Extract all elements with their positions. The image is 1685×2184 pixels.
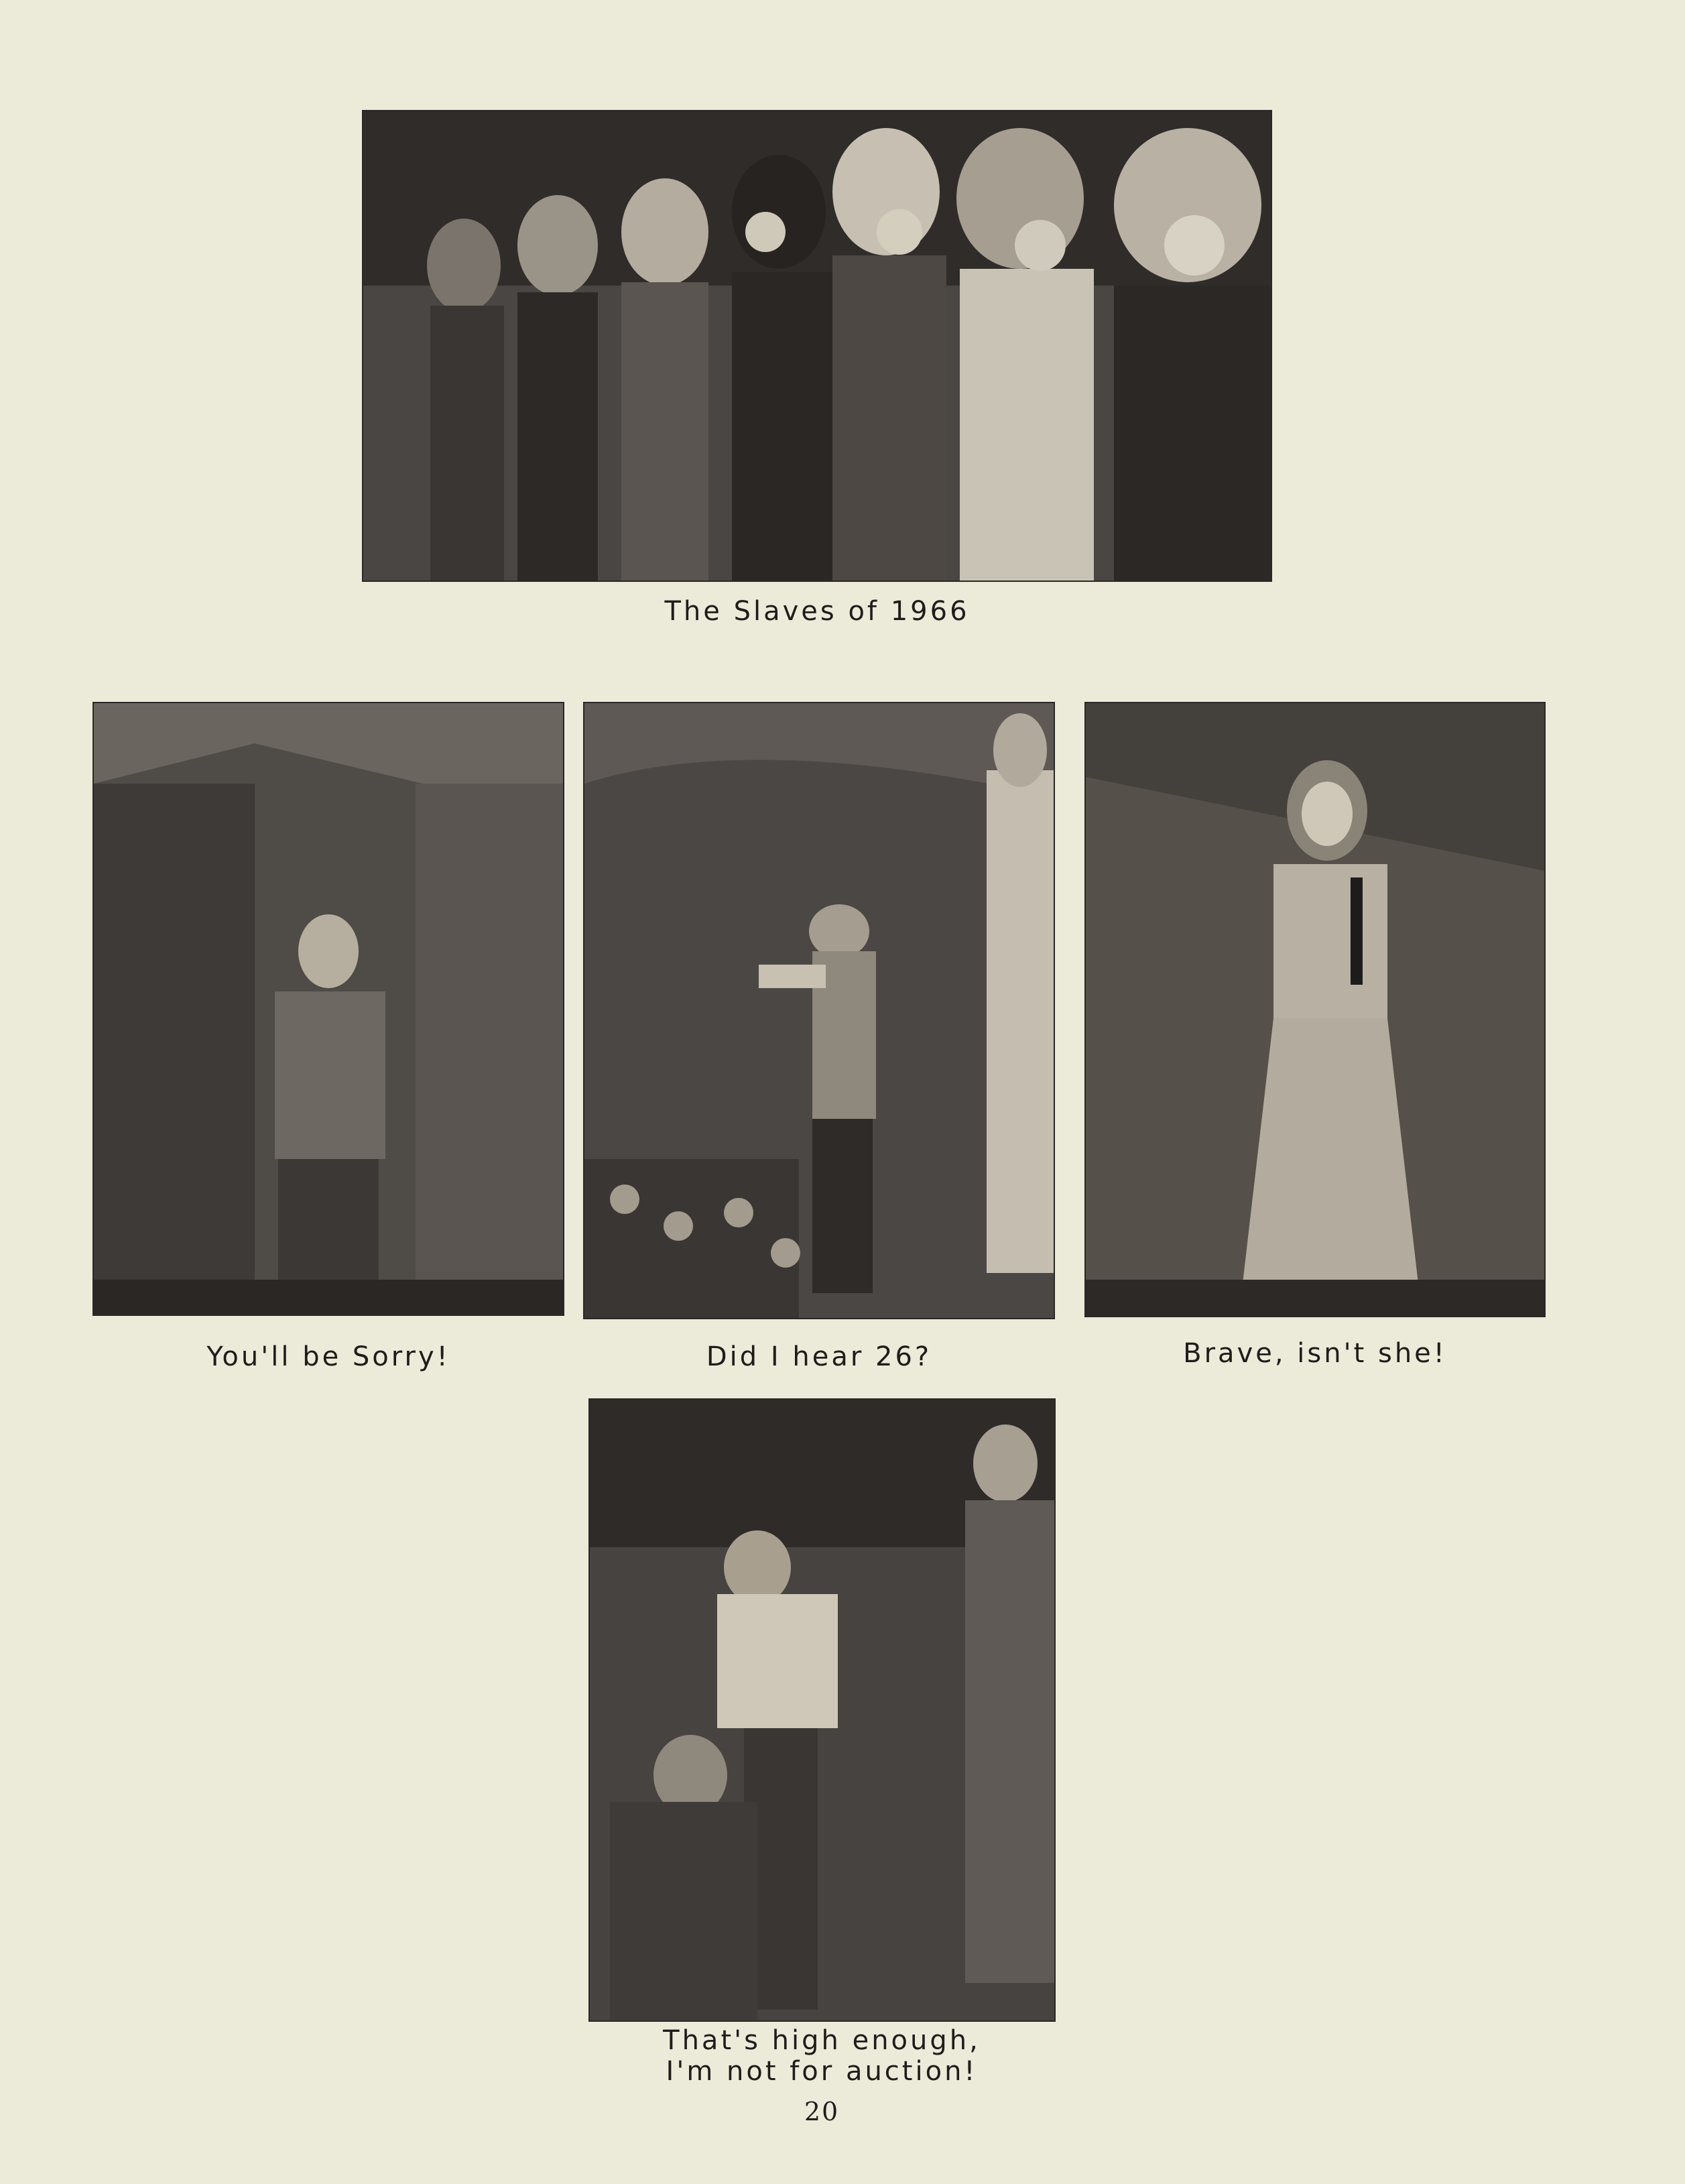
photo-slaves-image xyxy=(363,111,1271,581)
caption-did-i-hear-26: Did I hear 26? xyxy=(706,1341,932,1372)
caption-thats-high-enough-line2: I'm not for auction! xyxy=(666,2056,978,2087)
caption-youll-be-sorry: You'll be Sorry! xyxy=(206,1341,450,1372)
photo-youll-be-sorry xyxy=(94,703,563,1315)
photo-high-enough-image xyxy=(590,1400,1054,2020)
photo-slaves-of-1966 xyxy=(363,111,1271,581)
photo-brave-image xyxy=(1086,703,1544,1316)
caption-slaves-of-1966: The Slaves of 1966 xyxy=(664,596,970,627)
page-number: 20 xyxy=(804,2097,840,2126)
caption-thats-high-enough-line1: That's high enough, xyxy=(663,2025,981,2056)
photo-thats-high-enough xyxy=(590,1400,1054,2020)
caption-brave-isnt-she: Brave, isn't she! xyxy=(1183,1338,1447,1369)
photo-brave-isnt-she xyxy=(1086,703,1544,1316)
photo-sorry-image xyxy=(94,703,563,1315)
photo-did-i-hear-26 xyxy=(584,703,1054,1318)
photo-auctioneer-image xyxy=(584,703,1054,1318)
